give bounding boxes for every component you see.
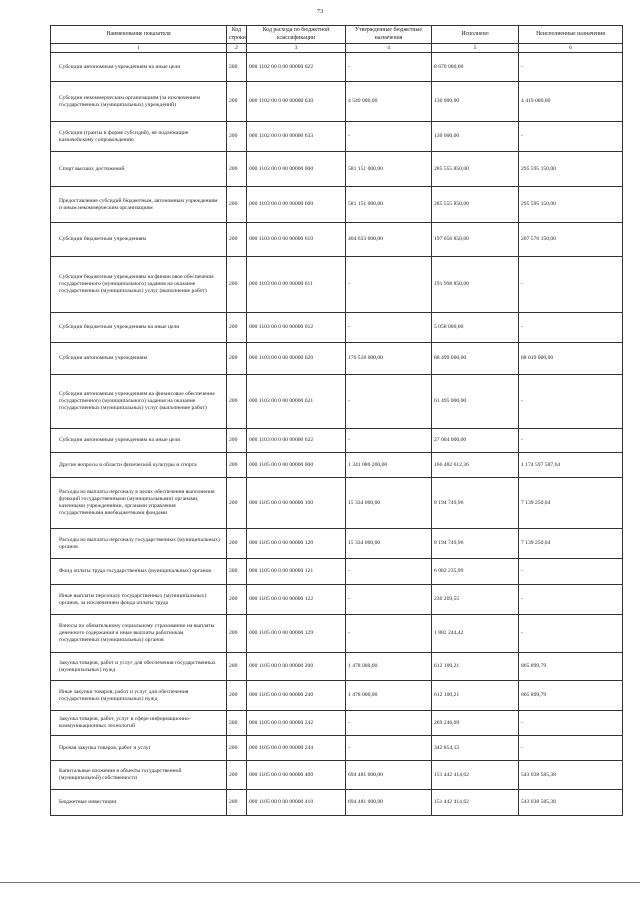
col-number: 4 bbox=[346, 44, 432, 53]
remaining-cell: 207 576 150,00 bbox=[519, 223, 623, 257]
indicator-name-cell: Закупка товаров, работ, услуг в сфере информационно-коммуникационных технологий bbox=[51, 711, 227, 736]
line-code-cell: 200 bbox=[227, 257, 247, 313]
kbk-cell: 000 1105 00 0 00 00000 129 bbox=[247, 615, 346, 653]
table-row bbox=[51, 53, 623, 82]
remaining-cell: - bbox=[519, 375, 623, 429]
indicator-name-cell: Расходы на выплаты персоналу в целях обеспечения выполнения функций государственными (муниципальными) органами, казенными учреждениями, органами управления государственными внебюджетными фондами bbox=[51, 478, 227, 529]
indicator-name-cell: Субсидии бюджетным учреждениям на иные цели bbox=[51, 313, 227, 343]
executed-cell: 197 056 850,00 bbox=[432, 223, 519, 257]
approved-cell: 15 334 000,00 bbox=[346, 529, 432, 559]
approved-cell: 1 478 000,00 bbox=[346, 653, 432, 681]
line-code-cell: 200 bbox=[227, 187, 247, 223]
remaining-cell: 543 038 585,38 bbox=[519, 790, 623, 816]
remaining-cell: 1 174 597 587,64 bbox=[519, 453, 623, 478]
executed-cell: 61 495 000,00 bbox=[432, 375, 519, 429]
executed-cell: 285 555 850,00 bbox=[432, 187, 519, 223]
line-code-cell: 200 bbox=[227, 653, 247, 681]
indicator-name-cell: Субсидии автономным учреждениям на иные цели bbox=[51, 53, 227, 82]
approved-cell: - bbox=[346, 559, 432, 585]
table-row bbox=[51, 343, 623, 375]
indicator-name-cell: Субсидии автономным учреждениям bbox=[51, 343, 227, 375]
indicator-name-cell: Расходы на выплаты персоналу государственных (муниципальных) органов bbox=[51, 529, 227, 559]
table-row bbox=[51, 187, 623, 223]
remaining-cell: - bbox=[519, 615, 623, 653]
line-code-cell: 200 bbox=[227, 343, 247, 375]
line-code-cell: 200 bbox=[227, 711, 247, 736]
header-line-code: Код строки bbox=[227, 26, 247, 44]
kbk-cell: 000 1102 00 0 00 00000 633 bbox=[247, 122, 346, 152]
approved-cell: 15 334 000,00 bbox=[346, 478, 432, 529]
executed-cell: 342 854,12 bbox=[432, 736, 519, 761]
executed-cell: 285 555 850,00 bbox=[432, 152, 519, 187]
table-row bbox=[51, 313, 623, 343]
indicator-name-cell: Субсидии бюджетным учреждениям bbox=[51, 223, 227, 257]
kbk-cell: 000 1105 00 0 00 00000 121 bbox=[247, 559, 346, 585]
remaining-cell: - bbox=[519, 53, 623, 82]
kbk-cell: 000 1105 00 0 00 00000 120 bbox=[247, 529, 346, 559]
kbk-cell: 000 1105 00 0 00 00000 240 bbox=[247, 681, 346, 711]
executed-cell: 27 004 000,00 bbox=[432, 429, 519, 453]
table-row bbox=[51, 559, 623, 585]
table-row bbox=[51, 790, 623, 816]
header-indicator-name: Наименование показателя bbox=[51, 26, 227, 44]
indicator-name-cell: Предоставление субсидий бюджетным, автономным учреждениям и иным некоммерческим организациям bbox=[51, 187, 227, 223]
line-code-cell: 200 bbox=[227, 223, 247, 257]
table-row bbox=[51, 585, 623, 615]
table-row bbox=[51, 761, 623, 790]
remaining-cell: 865 899,79 bbox=[519, 653, 623, 681]
kbk-cell: 000 1103 00 0 00 00000 621 bbox=[247, 375, 346, 429]
remaining-cell: - bbox=[519, 736, 623, 761]
remaining-cell: - bbox=[519, 711, 623, 736]
line-code-cell: 200 bbox=[227, 681, 247, 711]
kbk-cell: 000 1105 00 0 00 00000 000 bbox=[247, 453, 346, 478]
indicator-name-cell: Иные выплаты персоналу государственных (муниципальных) органов, за исключением фонда оплаты труда bbox=[51, 585, 227, 615]
executed-cell: 612 100,21 bbox=[432, 681, 519, 711]
indicator-name-cell: Фонд оплаты труда государственных (муниципальных) органов bbox=[51, 559, 227, 585]
executed-cell: 130 000,00 bbox=[432, 82, 519, 122]
executed-cell: 5 058 000,00 bbox=[432, 313, 519, 343]
indicator-name-cell: Субсидии автономным учреждениям на иные цели bbox=[51, 429, 227, 453]
page-number: 73 bbox=[316, 8, 324, 15]
table-row bbox=[51, 653, 623, 681]
executed-cell: 8 670 000,00 bbox=[432, 53, 519, 82]
kbk-cell: 000 1105 00 0 00 00000 100 bbox=[247, 478, 346, 529]
approved-cell: - bbox=[346, 711, 432, 736]
indicator-name-cell: Бюджетные инвестиции bbox=[51, 790, 227, 816]
approved-cell: - bbox=[346, 313, 432, 343]
table-row bbox=[51, 711, 623, 736]
indicator-name-cell: Субсидии (гранты в форме субсидий), не подлежащие казначейскому сопровождению bbox=[51, 122, 227, 152]
approved-cell: 694 481 000,00 bbox=[346, 761, 432, 790]
approved-cell: - bbox=[346, 53, 432, 82]
executed-cell: 88 499 000,00 bbox=[432, 343, 519, 375]
executed-cell: 8 194 749,96 bbox=[432, 478, 519, 529]
executed-cell: 151 442 414,62 bbox=[432, 790, 519, 816]
table-row bbox=[51, 681, 623, 711]
kbk-cell: 000 1103 00 0 00 00000 620 bbox=[247, 343, 346, 375]
line-code-cell: 200 bbox=[227, 529, 247, 559]
column-number-row bbox=[51, 44, 623, 53]
table-row bbox=[51, 529, 623, 559]
kbk-cell: 000 1103 00 0 00 00000 612 bbox=[247, 313, 346, 343]
executed-cell: 166 482 612,36 bbox=[432, 453, 519, 478]
approved-cell: 581 151 000,00 bbox=[346, 152, 432, 187]
executed-cell: 1 882 244,42 bbox=[432, 615, 519, 653]
line-code-cell: 200 bbox=[227, 152, 247, 187]
indicator-name-cell: Субсидии некоммерческим организациям (за исключением государственных (муниципальных) учреждений) bbox=[51, 82, 227, 122]
line-code-cell: 200 bbox=[227, 478, 247, 529]
line-code-cell: 200 bbox=[227, 559, 247, 585]
line-code-cell: 200 bbox=[227, 736, 247, 761]
kbk-cell: 000 1103 00 0 00 00000 600 bbox=[247, 187, 346, 223]
indicator-name-cell: Прочая закупка товаров, работ и услуг bbox=[51, 736, 227, 761]
indicator-name-cell: Субсидии бюджетным учреждениям на финансовое обеспечение государственного (муниципального) задания на оказание государственных (муниципальных) услуг (выполнение работ) bbox=[51, 257, 227, 313]
approved-cell: - bbox=[346, 122, 432, 152]
header-kbk: Код расхода по бюджетной классификации bbox=[247, 26, 346, 44]
table-row bbox=[51, 375, 623, 429]
executed-cell: 269 246,09 bbox=[432, 711, 519, 736]
col-number: 3 bbox=[247, 44, 346, 53]
remaining-cell: 865 899,79 bbox=[519, 681, 623, 711]
approved-cell: 694 481 000,00 bbox=[346, 790, 432, 816]
line-code-cell: 200 bbox=[227, 761, 247, 790]
table-row bbox=[51, 257, 623, 313]
executed-cell: 8 194 749,96 bbox=[432, 529, 519, 559]
page-bottom-rule bbox=[0, 882, 640, 883]
remaining-cell: - bbox=[519, 257, 623, 313]
remaining-cell: 7 139 250,04 bbox=[519, 478, 623, 529]
kbk-cell: 000 1103 00 0 00 00000 610 bbox=[247, 223, 346, 257]
table-row bbox=[51, 429, 623, 453]
kbk-cell: 000 1102 00 0 00 00000 630 bbox=[247, 82, 346, 122]
table-row bbox=[51, 736, 623, 761]
approved-cell: - bbox=[346, 375, 432, 429]
budget-execution-table bbox=[50, 25, 623, 816]
kbk-cell: 000 1105 00 0 00 00000 122 bbox=[247, 585, 346, 615]
table-row bbox=[51, 223, 623, 257]
table-row bbox=[51, 478, 623, 529]
col-number: 6 bbox=[519, 44, 623, 53]
executed-cell: 612 100,21 bbox=[432, 653, 519, 681]
remaining-cell: - bbox=[519, 429, 623, 453]
line-code-cell: 200 bbox=[227, 53, 247, 82]
line-code-cell: 200 bbox=[227, 615, 247, 653]
remaining-cell: - bbox=[519, 585, 623, 615]
table-header-row bbox=[51, 26, 623, 44]
indicator-name-cell: Спорт высших достижений bbox=[51, 152, 227, 187]
approved-cell: 404 633 000,00 bbox=[346, 223, 432, 257]
line-code-cell: 200 bbox=[227, 122, 247, 152]
executed-cell: 130 000,00 bbox=[432, 122, 519, 152]
indicator-name-cell: Капитальные вложения в объекты государственной (муниципальной) собственности bbox=[51, 761, 227, 790]
kbk-cell: 000 1102 00 0 00 00000 622 bbox=[247, 53, 346, 82]
kbk-cell: 000 1105 00 0 00 00000 400 bbox=[247, 761, 346, 790]
line-code-cell: 200 bbox=[227, 429, 247, 453]
table-row bbox=[51, 82, 623, 122]
approved-cell: - bbox=[346, 736, 432, 761]
remaining-cell: 295 595 150,00 bbox=[519, 187, 623, 223]
col-number: 5 bbox=[432, 44, 519, 53]
indicator-name-cell: Субсидии автономным учреждениям на финансовое обеспечение государственного (муниципального) задания на оказание государственных (муниципальных) услуг (выполнение работ) bbox=[51, 375, 227, 429]
approved-cell: 4 549 000,00 bbox=[346, 82, 432, 122]
remaining-cell: - bbox=[519, 122, 623, 152]
table-row bbox=[51, 615, 623, 653]
indicator-name-cell: Закупка товаров, работ и услуг для обеспечения государственных (муниципальных) нужд bbox=[51, 653, 227, 681]
table-row bbox=[51, 152, 623, 187]
approved-cell: 1 478 000,00 bbox=[346, 681, 432, 711]
kbk-cell: 000 1105 00 0 00 00000 244 bbox=[247, 736, 346, 761]
line-code-cell: 200 bbox=[227, 790, 247, 816]
approved-cell: 1 341 080 200,00 bbox=[346, 453, 432, 478]
kbk-cell: 000 1105 00 0 00 00000 200 bbox=[247, 653, 346, 681]
header-executed: Исполнено bbox=[432, 26, 519, 44]
remaining-cell: - bbox=[519, 313, 623, 343]
line-code-cell: 200 bbox=[227, 313, 247, 343]
table-row bbox=[51, 453, 623, 478]
approved-cell: - bbox=[346, 257, 432, 313]
line-code-cell: 200 bbox=[227, 82, 247, 122]
col-number: 2 bbox=[227, 44, 247, 53]
remaining-cell: 295 595 150,00 bbox=[519, 152, 623, 187]
kbk-cell: 000 1103 00 0 00 00000 000 bbox=[247, 152, 346, 187]
line-code-cell: 200 bbox=[227, 585, 247, 615]
header-approved: Утвержденные бюджетные назначения bbox=[346, 26, 432, 44]
approved-cell: - bbox=[346, 585, 432, 615]
remaining-cell: 88 019 000,00 bbox=[519, 343, 623, 375]
line-code-cell: 200 bbox=[227, 453, 247, 478]
remaining-cell: 7 139 250,04 bbox=[519, 529, 623, 559]
indicator-name-cell: Другие вопросы в области физической культуры и спорта bbox=[51, 453, 227, 478]
approved-cell: 581 151 000,00 bbox=[346, 187, 432, 223]
executed-cell: 230 269,55 bbox=[432, 585, 519, 615]
table-row bbox=[51, 122, 623, 152]
executed-cell: 191 998 850,00 bbox=[432, 257, 519, 313]
line-code-cell: 200 bbox=[227, 375, 247, 429]
approved-cell: 176 518 000,00 bbox=[346, 343, 432, 375]
header-remaining: Неисполненные назначения bbox=[519, 26, 623, 44]
remaining-cell: 543 038 585,38 bbox=[519, 761, 623, 790]
remaining-cell: 4 419 000,00 bbox=[519, 82, 623, 122]
approved-cell: - bbox=[346, 429, 432, 453]
kbk-cell: 000 1105 00 0 00 00000 410 bbox=[247, 790, 346, 816]
remaining-cell: - bbox=[519, 559, 623, 585]
kbk-cell: 000 1103 00 0 00 00000 622 bbox=[247, 429, 346, 453]
kbk-cell: 000 1105 00 0 00 00000 242 bbox=[247, 711, 346, 736]
executed-cell: 151 442 414,62 bbox=[432, 761, 519, 790]
kbk-cell: 000 1103 00 0 00 00000 611 bbox=[247, 257, 346, 313]
indicator-name-cell: Иные закупки товаров, работ и услуг для обеспечения государственных (муниципальных) нужд bbox=[51, 681, 227, 711]
approved-cell: - bbox=[346, 615, 432, 653]
executed-cell: 6 082 235,99 bbox=[432, 559, 519, 585]
col-number: 1 bbox=[51, 44, 227, 53]
indicator-name-cell: Взносы по обязательному социальному страхованию на выплаты денежного содержания и иные выплаты работникам государственных (муниципальных) органов bbox=[51, 615, 227, 653]
